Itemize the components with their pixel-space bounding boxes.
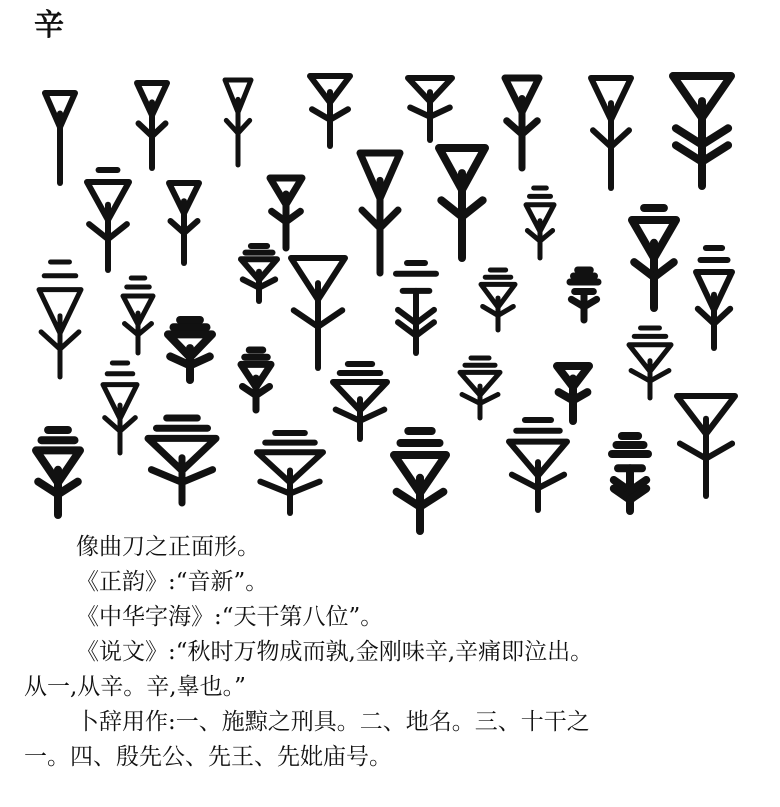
oracle-glyph-26 [241,350,271,410]
glyph-canvas [0,58,780,538]
shuowen-citation-continued: 从一,从辛。辛,辠也。” [24,674,246,700]
zhonghua-zihai-citation: 《中华字海》:“天干第八位”。 [76,604,384,630]
shuowen-citation: 《说文》:“秋时万物成而孰,金刚味辛,辛痛即泣出。 [76,639,594,665]
oracle-glyph-4 [310,76,350,146]
oracle-glyph-14 [439,148,485,258]
oracle-glyph-6 [505,78,539,168]
heading-character: 辛 [34,8,64,43]
oracle-glyph-2 [137,83,167,168]
oracle-glyph-7 [591,78,631,188]
oracle-usage-line-continued: 一。四、殷先公、先王、先妣庙号。 [24,744,392,770]
explanation-text [24,530,769,775]
oracle-bone-glyph-chart [0,58,780,538]
oracle-glyph-24 [696,248,732,348]
oracle-glyph-20 [291,258,345,368]
oracle-glyph-16 [39,262,81,377]
oracle-glyph-12 [360,153,400,273]
oracle-glyph-23 [570,270,598,320]
oracle-glyph-27 [333,364,387,439]
oracle-glyph-35 [509,420,567,510]
oracle-glyph-37 [677,396,735,496]
zhengyun-citation: 《正韵》:“音新”。 [76,569,269,595]
oracle-glyph-17 [123,278,153,353]
oracle-glyph-25 [103,363,137,453]
oracle-usage-line: 卜辞用作:一、施黥之刑具。二、地名。三、十干之 [76,709,590,735]
oracle-glyph-5 [408,78,452,140]
oracle-glyph-32 [148,418,216,503]
oracle-glyph-1 [45,93,75,183]
oracle-glyph-8 [673,76,731,186]
description-line: 像曲刀之正面形。 [76,534,260,560]
oracle-glyph-11 [270,178,302,248]
oracle-glyph-18 [168,320,212,380]
oracle-glyph-21 [396,263,436,353]
oracle-glyph-30 [629,328,671,398]
oracle-glyph-34 [394,431,446,531]
oracle-glyph-28 [460,358,500,418]
oracle-glyph-13 [526,188,554,258]
oracle-glyph-10 [169,183,199,263]
oracle-glyph-22 [481,270,515,330]
oracle-glyph-19 [241,246,277,301]
oracle-glyph-31 [36,430,80,515]
oracle-glyph-9 [87,170,129,270]
oracle-glyph-36 [612,436,648,511]
oracle-glyph-15 [632,208,676,308]
oracle-glyph-33 [257,433,323,513]
oracle-glyph-29 [557,366,589,421]
oracle-glyph-3 [225,80,251,165]
